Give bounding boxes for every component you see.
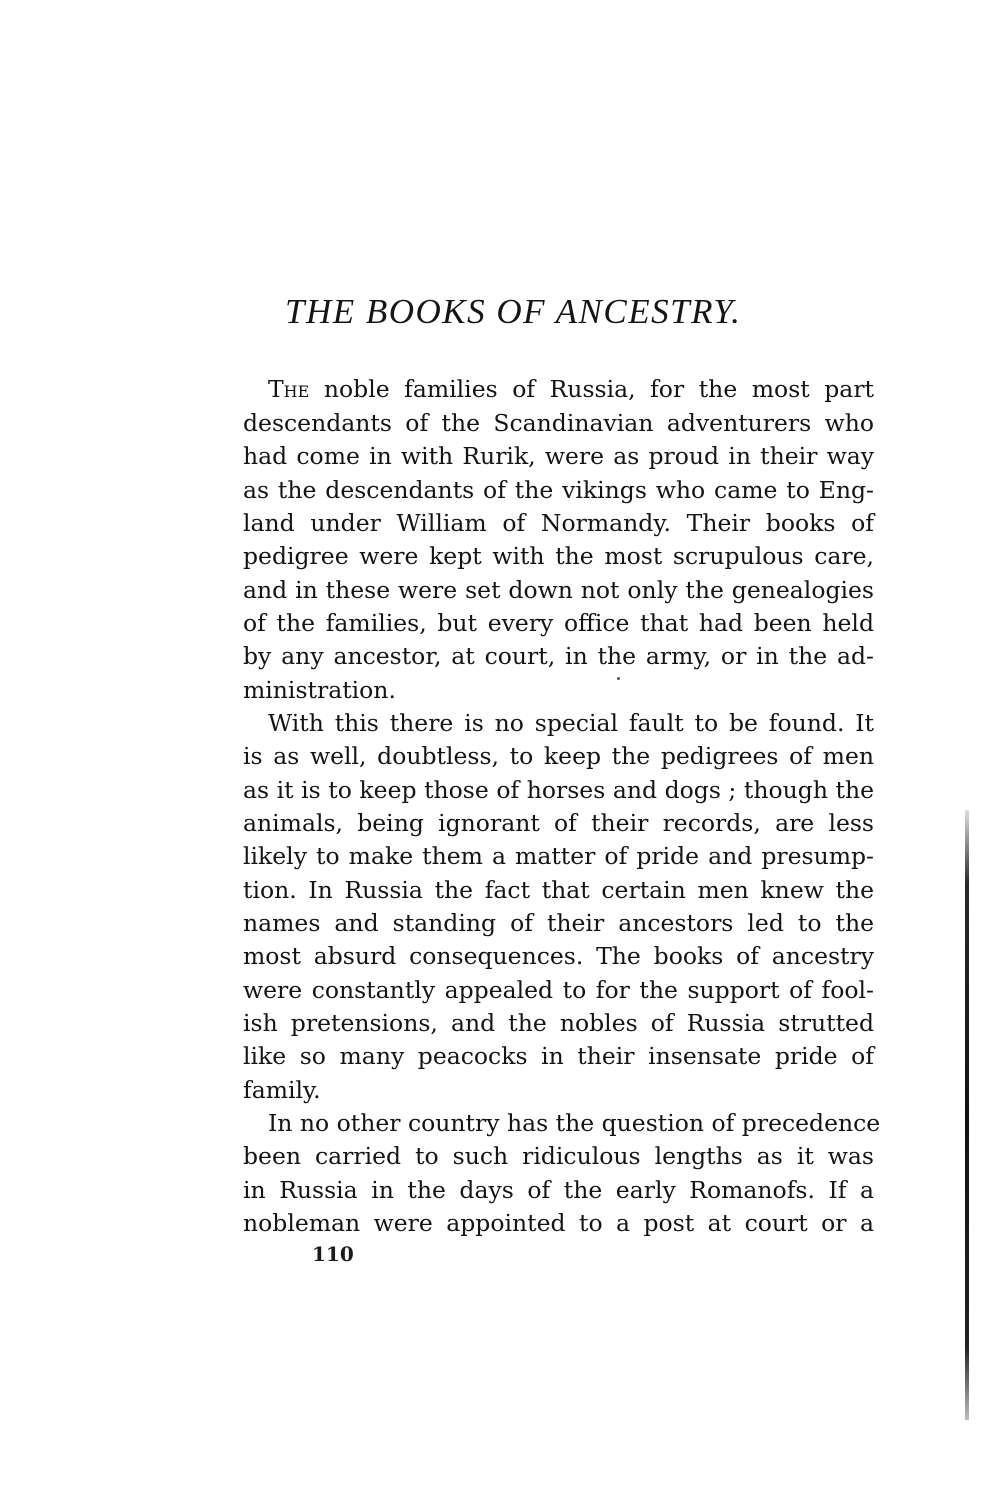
- text-line: animals, being ignorant of their records, are less: [243, 809, 874, 837]
- text-line: likely to make them a matter of pride and presump-: [243, 842, 874, 870]
- text-line: by any ancestor, at court, in the army, or in the ad-: [243, 642, 874, 670]
- text-line: descendants of the Scandinavian adventurers who: [243, 409, 874, 437]
- ink-speck: [617, 677, 620, 680]
- page-number: 110: [312, 1242, 354, 1266]
- chapter-title: THE BOOKS OF ANCESTRY.: [285, 292, 742, 331]
- text-line: With this there is no special fault to be found. It: [268, 709, 874, 737]
- drop-word: The: [268, 375, 310, 403]
- text-line: and in these were set down not only the genealogies: [243, 576, 874, 604]
- text-line: ministration.: [243, 676, 396, 704]
- text-line: tion. In Russia the fact that certain men knew the: [243, 876, 874, 904]
- text-line: of the families, but every office that had been held: [243, 609, 874, 637]
- text-line: The noble families of Russia, for the most part: [268, 375, 874, 403]
- text-line: family.: [243, 1076, 321, 1104]
- text-line: ish pretensions, and the nobles of Russia strutted: [243, 1009, 874, 1037]
- text-line: nobleman were appointed to a post at court or a: [243, 1209, 874, 1237]
- text-line: had come in with Rurik, were as proud in their way: [243, 442, 874, 470]
- text-line: as it is to keep those of horses and dogs ; though the: [243, 776, 874, 804]
- text-line: like so many peacocks in their insensate pride of: [243, 1042, 874, 1070]
- text-line: most absurd consequences. The books of ancestry: [243, 942, 874, 970]
- text-line: In no other country has the question of precedence: [268, 1109, 881, 1137]
- text-line: pedigree were kept with the most scrupulous care,: [243, 542, 874, 570]
- text-line: been carried to such ridiculous lengths as it was: [243, 1142, 874, 1170]
- text-line: land under William of Normandy. Their books of: [243, 509, 874, 537]
- text-line: were constantly appealed to for the support of fool-: [243, 976, 874, 1004]
- page-edge-shadow: [965, 810, 969, 1420]
- text-line: as the descendants of the vikings who came to Eng-: [243, 476, 874, 504]
- text-line: is as well, doubtless, to keep the pedigrees of men: [243, 742, 874, 770]
- text-line: in Russia in the days of the early Romanofs. If a: [243, 1176, 874, 1204]
- text-line: names and standing of their ancestors led to the: [243, 909, 874, 937]
